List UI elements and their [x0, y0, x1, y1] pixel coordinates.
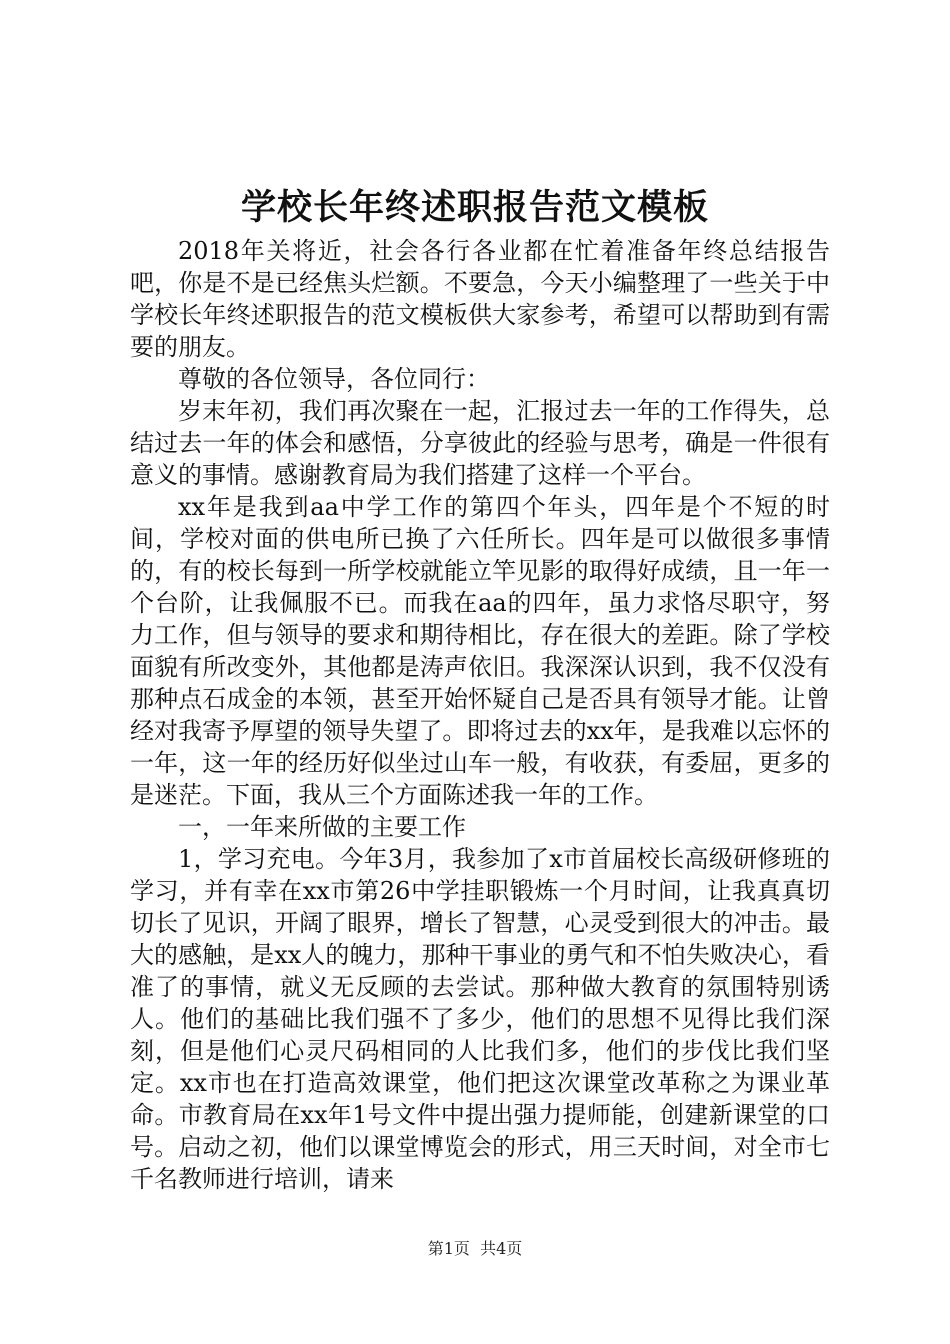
paragraph-study: 1，学习充电。今年3月，我参加了x市首届校长高级研修班的学习，并有幸在xx市第26中学挂职锻炼一个月时间，让我真真切切长了见识，开阔了眼界，增长了智慧，心灵受到很大的冲击。最大的感触，是xx人的魄力，那种干事业的勇气和不怕失败决心，看准了的事情，就义无反顾的去尝试。那种做大教育的氛围特别诱人。他们的基础比我们强不了多少，他们的思想不见得比我们深刻，但是他们心灵尺码相同的人比我们多，他们的步伐比我们坚定。xx市也在打造高效课堂，他们把这次课堂改革称之为课业革命。市教育局在xx年1号文件中提出强力提师能，创建新课堂的口号。启动之初，他们以课堂博览会的形式，用三天时间，对全市七千名教师进行培训，请来: [130, 845, 830, 1193]
document-title: 学校长年终述职报告范文模板: [240, 187, 709, 228]
page-number: 第1页: [427, 1239, 470, 1258]
page-footer: [0, 1238, 950, 1260]
paragraph-intro: 2018年关将近，社会各行各业都在忙着准备年终总结报告吧，你是不是已经焦头烂额。不要急，今天小编整理了一些关于中学校长年终述职报告的范文模板供大家参考，希望可以帮助到有需要的朋友。: [130, 237, 830, 361]
document-body: [130, 235, 830, 1195]
paragraph-opening: 岁末年初，我们再次聚在一起，汇报过去一年的工作得失，总结过去一年的体会和感悟，分享彼此的经验与思考，确是一件很有意义的事情。感谢教育局为我们搭建了这样一个平台。: [130, 397, 830, 489]
footer-spacer: [470, 1239, 480, 1258]
paragraph-overview: xx年是我到aa中学工作的第四个年头，四年是个不短的时间，学校对面的供电所已换了六任所长。四年是可以做很多事情的，有的校长每到一所学校就能立竿见影的取得好成绩，且一年一个台阶，让我佩服不已。而我在aa的四年，虽力求恪尽职守，努力工作，但与领导的要求和期待相比，存在很大的差距。除了学校面貌有所改变外，其他都是涛声依旧。我深深认识到，我不仅没有那种点石成金的本领，甚至开始怀疑自己是否具有领导才能。让曾经对我寄予厚望的领导失望了。即将过去的xx年，是我难以忘怀的一年，这一年的经历好似坐过山车一般，有收获，有委屈，更多的是迷茫。下面，我从三个方面陈述我一年的工作。: [130, 493, 830, 809]
paragraph-salutation: 尊敬的各位领导，各位同行：: [178, 365, 490, 393]
page-total: 共4页: [480, 1239, 523, 1258]
section-heading: 一，一年来所做的主要工作: [178, 813, 466, 841]
